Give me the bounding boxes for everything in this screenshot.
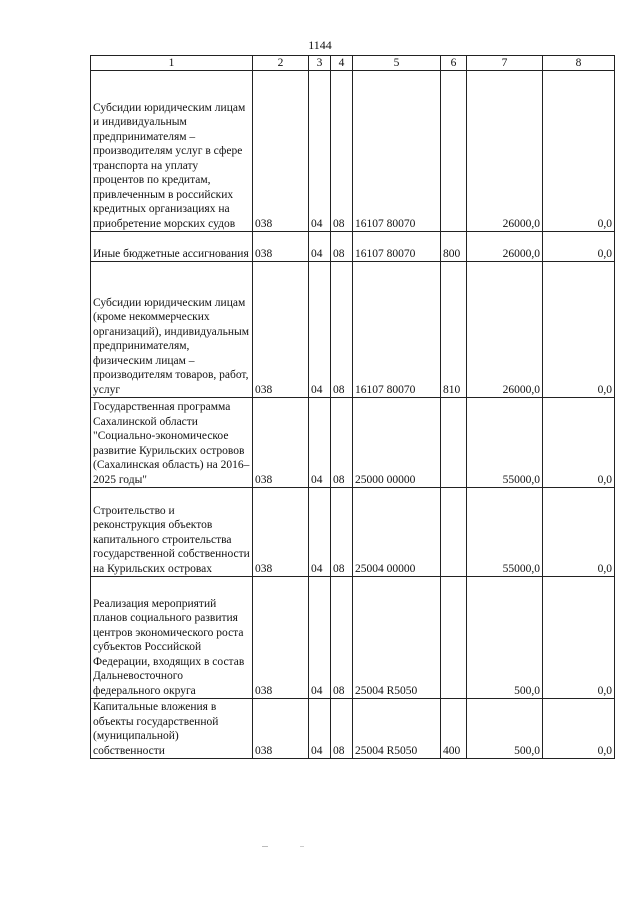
amount-2: 0,0: [543, 232, 615, 262]
amount: 26000,0: [467, 71, 543, 232]
section-code: 04: [309, 577, 331, 699]
amount: 26000,0: [467, 262, 543, 398]
subsection-code: 08: [331, 699, 353, 759]
amount: 500,0: [467, 699, 543, 759]
page-number: 1144: [308, 38, 332, 52]
amount-2: 0,0: [543, 398, 615, 488]
table-row: [91, 577, 615, 699]
row-name: Капитальные вложения в объекты государственной (муниципальной) собственности: [91, 699, 253, 759]
target-code: 16107 80070: [353, 232, 441, 262]
target-code: 25004 R5050: [353, 699, 441, 759]
section-code: 04: [309, 232, 331, 262]
admin-code: 038: [253, 699, 309, 759]
subsection-code: 08: [331, 232, 353, 262]
target-code: 16107 80070: [353, 262, 441, 398]
column-header: 4: [331, 56, 353, 71]
budget-table: [90, 55, 615, 759]
admin-code: 038: [253, 262, 309, 398]
admin-code: 038: [253, 232, 309, 262]
table-row: [91, 398, 615, 488]
admin-code: 038: [253, 577, 309, 699]
amount-2: 0,0: [543, 488, 615, 577]
subsection-code: 08: [331, 398, 353, 488]
subsection-code: 08: [331, 488, 353, 577]
row-name: Реализация мероприятий планов социального развития центров экономического роста субъектов Российской Федерации, входящих в состав Дальневосточного федерального округа: [91, 577, 253, 699]
subsection-code: 08: [331, 71, 353, 232]
column-header: 5: [353, 56, 441, 71]
table-row: [91, 699, 615, 759]
admin-code: 038: [253, 398, 309, 488]
scan-artifact: [262, 846, 268, 847]
amount: 55000,0: [467, 488, 543, 577]
section-code: 04: [309, 488, 331, 577]
table-row: [91, 488, 615, 577]
column-header: 7: [467, 56, 543, 71]
expense-type-code: [441, 488, 467, 577]
amount-2: 0,0: [543, 699, 615, 759]
amount-2: 0,0: [543, 71, 615, 232]
expense-type-code: [441, 577, 467, 699]
target-code: 25004 00000: [353, 488, 441, 577]
admin-code: 038: [253, 71, 309, 232]
table-header-row: [91, 56, 615, 71]
section-code: 04: [309, 398, 331, 488]
section-code: 04: [309, 699, 331, 759]
amount: 500,0: [467, 577, 543, 699]
row-name: Субсидии юридическим лицам и индивидуальным предпринимателям – производителям услуг в сфере транспорта на уплату процентов по кредитам, привлеченным в российских кредитных организациях на приобретение морских судов: [91, 71, 253, 232]
scan-artifact: [300, 846, 304, 847]
amount: 55000,0: [467, 398, 543, 488]
amount-2: 0,0: [543, 577, 615, 699]
section-code: 04: [309, 71, 331, 232]
row-name: Государственная программа Сахалинской области "Социально-экономическое развитие Курильских островов (Сахалинская область) на 2016–2025 годы": [91, 398, 253, 488]
expense-type-code: 810: [441, 262, 467, 398]
target-code: 25004 R5050: [353, 577, 441, 699]
section-code: 04: [309, 262, 331, 398]
amount-2: 0,0: [543, 262, 615, 398]
subsection-code: 08: [331, 577, 353, 699]
admin-code: 038: [253, 488, 309, 577]
expense-type-code: 800: [441, 232, 467, 262]
table-row: [91, 232, 615, 262]
column-header: 3: [309, 56, 331, 71]
row-name: Иные бюджетные ассигнования: [91, 232, 253, 262]
row-name: Строительство и реконструкция объектов капитального строительства государственной собственности на Курильских островах: [91, 488, 253, 577]
row-name: Субсидии юридическим лицам (кроме некоммерческих организаций), индивидуальным предпринимателям, физическим лицам – производителям товаров, работ, услуг: [91, 262, 253, 398]
column-header: 1: [91, 56, 253, 71]
column-header: 2: [253, 56, 309, 71]
column-header: 6: [441, 56, 467, 71]
expense-type-code: [441, 398, 467, 488]
table-row: [91, 71, 615, 232]
amount: 26000,0: [467, 232, 543, 262]
expense-type-code: [441, 71, 467, 232]
subsection-code: 08: [331, 262, 353, 398]
table-row: [91, 262, 615, 398]
column-header: 8: [543, 56, 615, 71]
expense-type-code: 400: [441, 699, 467, 759]
target-code: 16107 80070: [353, 71, 441, 232]
target-code: 25000 00000: [353, 398, 441, 488]
